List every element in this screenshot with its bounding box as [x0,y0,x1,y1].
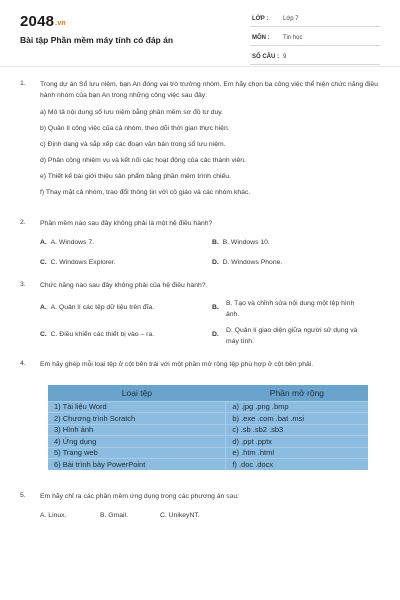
meta-info [250,12,380,69]
option-b[interactable]: B. Tạo và chỉnh sửa nội dung một tệp hình ảnh. [226,300,355,318]
question-number: 4. [20,360,26,367]
header-divider [0,66,400,67]
option-c[interactable]: C. C. Điều khiển các thiết bị vào – ra. [40,331,155,338]
option-row [40,239,380,249]
watermark [140,478,330,514]
question-list [0,80,400,522]
meta-row-count [250,50,380,65]
question-number: 5. [20,491,26,499]
meta-row-subject [250,31,380,46]
table-cell: f) .doc .docx [226,459,368,470]
question-text: Em hãy chỉ ra các phần mềm ứng dụng trong các phương án sau: [40,492,240,500]
option-c[interactable]: C. UnikeyNT. [160,512,200,519]
table-cell: 5) Trang web [48,447,226,459]
option-c[interactable]: C. C. Windows Explorer. [40,258,116,266]
table-cell: 1) Tài liệu Word [48,401,226,413]
question-3 [20,281,380,347]
question-4 [20,360,380,470]
column-header: Phần mở rộng [226,385,368,402]
option-a[interactable]: A. A. Quản lí các tệp dữ liệu trên đĩa. [40,304,155,311]
logo-number: 2048 [20,13,55,30]
answer-item: b) Quản lí công việc của cả nhóm, theo dõi thời gian thực hiện. [40,125,230,132]
table-row [48,447,368,459]
watermark-line: VỚI CUỘC SỐNG [153,496,317,513]
option-b-letter[interactable]: B. [212,304,219,311]
table-cell: e) .htm .html [226,447,368,459]
question-text: Trong dự án Sổ lưu niệm, bạn An đóng vai trò trưởng nhóm. Em hãy chọn ba công việc thể hiện chức năng điều hành nhóm của bạn An trong những công việc sau đây: [40,81,378,99]
meta-value: Lớp 7 [283,16,299,22]
answer-item: d) Phân công nhiệm vụ và kết nối các hoạt động của các thành viên. [40,157,246,164]
option-d[interactable]: D. D. Windows Phone. [212,258,283,266]
option-b[interactable]: B. B. Windows 10. [212,238,270,246]
table-cell: c) .sb .sb2 .sb3 [226,424,368,436]
question-number: 1. [20,80,26,87]
option-a[interactable]: A. A. Windows 7. [40,238,95,246]
table-cell: a) .jpg .png .bmp [226,401,368,413]
table-row [48,413,368,425]
table-row [48,459,368,470]
meta-row-class [250,12,380,27]
answer-item: f) Thay mặt cả nhóm, trao đổi thông tin với cô giáo và các nhóm khác. [40,189,251,196]
page-header [0,0,400,68]
meta-key: LỚP : [252,16,269,22]
table-cell: 6) Bài trình bày PowerPoint [48,459,226,470]
table-cell: 4) Ứng dụng [48,436,226,448]
option-row [40,326,380,346]
question-number: 3. [20,280,26,288]
option-d[interactable]: D. Quản lí giao diện giữa người sử dụng và máy tính. [226,327,358,345]
question-text: Chức năng nào sau đây không phải của hệ điều hành? [40,281,206,289]
option-d-letter[interactable]: D. [212,331,219,338]
table-cell: 3) Hình ảnh [48,424,226,436]
table-row [48,436,368,448]
column-header: Loại tệp [48,385,226,402]
question-text: Em hãy ghép mỗi loại tệp ở cột bên trái với một phần mở rộng tệp phù hợp ở cột bên phải. [40,361,314,368]
meta-key: SỐ CÂU : [252,54,279,60]
watermark-line: KẾT NỐI TRI THỨC [142,478,328,495]
matching-table [48,385,368,470]
option-row [40,259,380,269]
answer-item: c) Định dạng và sắp xếp các đoạn văn bản trong sổ lưu niệm. [40,141,226,148]
option-row [40,299,380,319]
answer-item: e) Thiết kế bài giới thiệu sản phẩm bằng phần mềm trình chiếu. [40,173,231,180]
question-1 [20,80,380,198]
option-b[interactable]: B. Gmail. [100,512,128,519]
meta-key: MÔN : [252,35,270,41]
question-text: Phần mềm nào sau đây không phải là một hệ điều hành? [40,220,213,227]
logo-suffix: .vn [55,20,66,27]
table-row [48,424,368,436]
question-number: 2. [20,219,26,226]
option-a[interactable]: A. Linux. [40,512,67,519]
site-logo[interactable] [20,13,66,30]
table-cell: b) .exe .com .bat .msi [226,413,368,425]
table-header-row [48,385,368,402]
meta-value: Tin học [283,35,303,41]
answer-item: a) Mô tả nội dung sổ lưu niệm bằng phần mềm sơ đồ tư duy. [40,109,224,116]
table-cell: 2) Chương trình Scratch [48,413,226,425]
table-row [48,401,368,413]
table-cell: d) .ppt .pptx [226,436,368,448]
question-2 [20,219,380,269]
meta-value: 9 [283,54,287,60]
document-title: Bài tập Phần mềm máy tính có đáp án [20,35,174,45]
